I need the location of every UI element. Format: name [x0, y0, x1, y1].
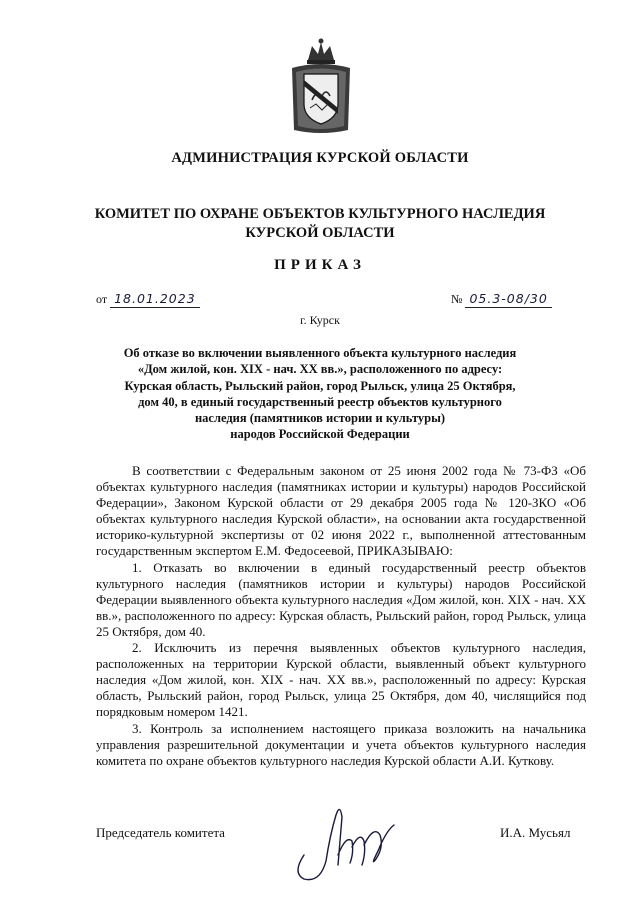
handwritten-signature: [290, 795, 410, 885]
signatory-name: И.А. Мусьял: [500, 825, 571, 840]
organization-title: АДМИНИСТРАЦИЯ КУРСКОЙ ОБЛАСТИ: [171, 150, 469, 166]
number-label: №: [451, 292, 463, 306]
date-label: от: [96, 292, 108, 306]
committee-title: [60, 205, 580, 243]
order-item-1: 1. Отказать во включении в единый государственный реестр объектов культурного наследия (памятников истории и культуры) народов Российской Федерации выявленного объекта культурного наследия «Дом жилой, кон. XIX - нач. XX вв.», расположенного по адресу: Курская область, Рыльский район, город Рыльск, улица 25 Октября, дом 40.: [96, 559, 586, 639]
subject-line: наследия (памятников истории и культуры): [194, 411, 446, 426]
date-value: 18.01.2023: [114, 291, 196, 306]
document-type: ПРИКАЗ: [274, 257, 366, 273]
subject-line: дом 40, в единый государственный реестр объектов культурного: [138, 394, 502, 409]
city: г. Курск: [300, 313, 340, 327]
order-date: [96, 291, 200, 308]
subject-line: «Дом жилой, кон. XIX - нач. XX вв.», расположенного по адресу:: [137, 362, 503, 377]
body-intro: В соответствии с Федеральным законом от 25 июня 2002 года № 73-ФЗ «Об объектах культурного наследия (памятниках истории и культуры) народов Российской Федерации», Законом Курской области от 29 декабря 2005 года № 120-ЗКО «Об объектах культурного наследия Курской области», на основании акта государственной историко-культурной экспертизы от 02 июня 2022 г., выполненной аттестованным государственным экспертом Е.М. Федосеевой, ПРИКАЗЫВАЮ:: [96, 463, 586, 559]
coat-of-arms-icon: [290, 38, 352, 134]
order-number: [451, 291, 552, 308]
committee-title-line1: КОМИТЕТ ПО ОХРАНЕ ОБЪЕКТОВ КУЛЬТУРНОГО НАСЛЕДИЯ: [94, 206, 546, 222]
order-item-2: 2. Исключить из перечня выявленных объектов культурного наследия, расположенных на территории Курской области, выявленный объект культурного наследия «Дом жилой, кон. XIX - нач. XX вв.», расположенный по адресу: Курская область, Рыльский район, город Рыльск, улица 25 Октября, дом 40, числящийся под порядковым номером 1421.: [96, 640, 586, 720]
subject-line: Курская область, Рыльский район, город Рыльск, улица 25 Октября,: [124, 378, 516, 393]
order-subject: [95, 345, 545, 443]
subject-line: народов Российской Федерации: [230, 427, 410, 442]
number-value: 05.3-08/30: [469, 291, 548, 306]
order-item-3: 3. Контроль за исполнением настоящего приказа возложить на начальника управления разрешительной документации и учета объектов культурного наследия комитета по охране объектов культурного наследия Курской области А.И. Куткову.: [96, 720, 586, 768]
order-body: [96, 463, 586, 769]
signatory-position: Председатель комитета: [96, 825, 225, 840]
committee-title-line2: КУРСКОЙ ОБЛАСТИ: [245, 225, 395, 241]
subject-line: Об отказе во включении выявленного объекта культурного наследия: [123, 346, 517, 360]
